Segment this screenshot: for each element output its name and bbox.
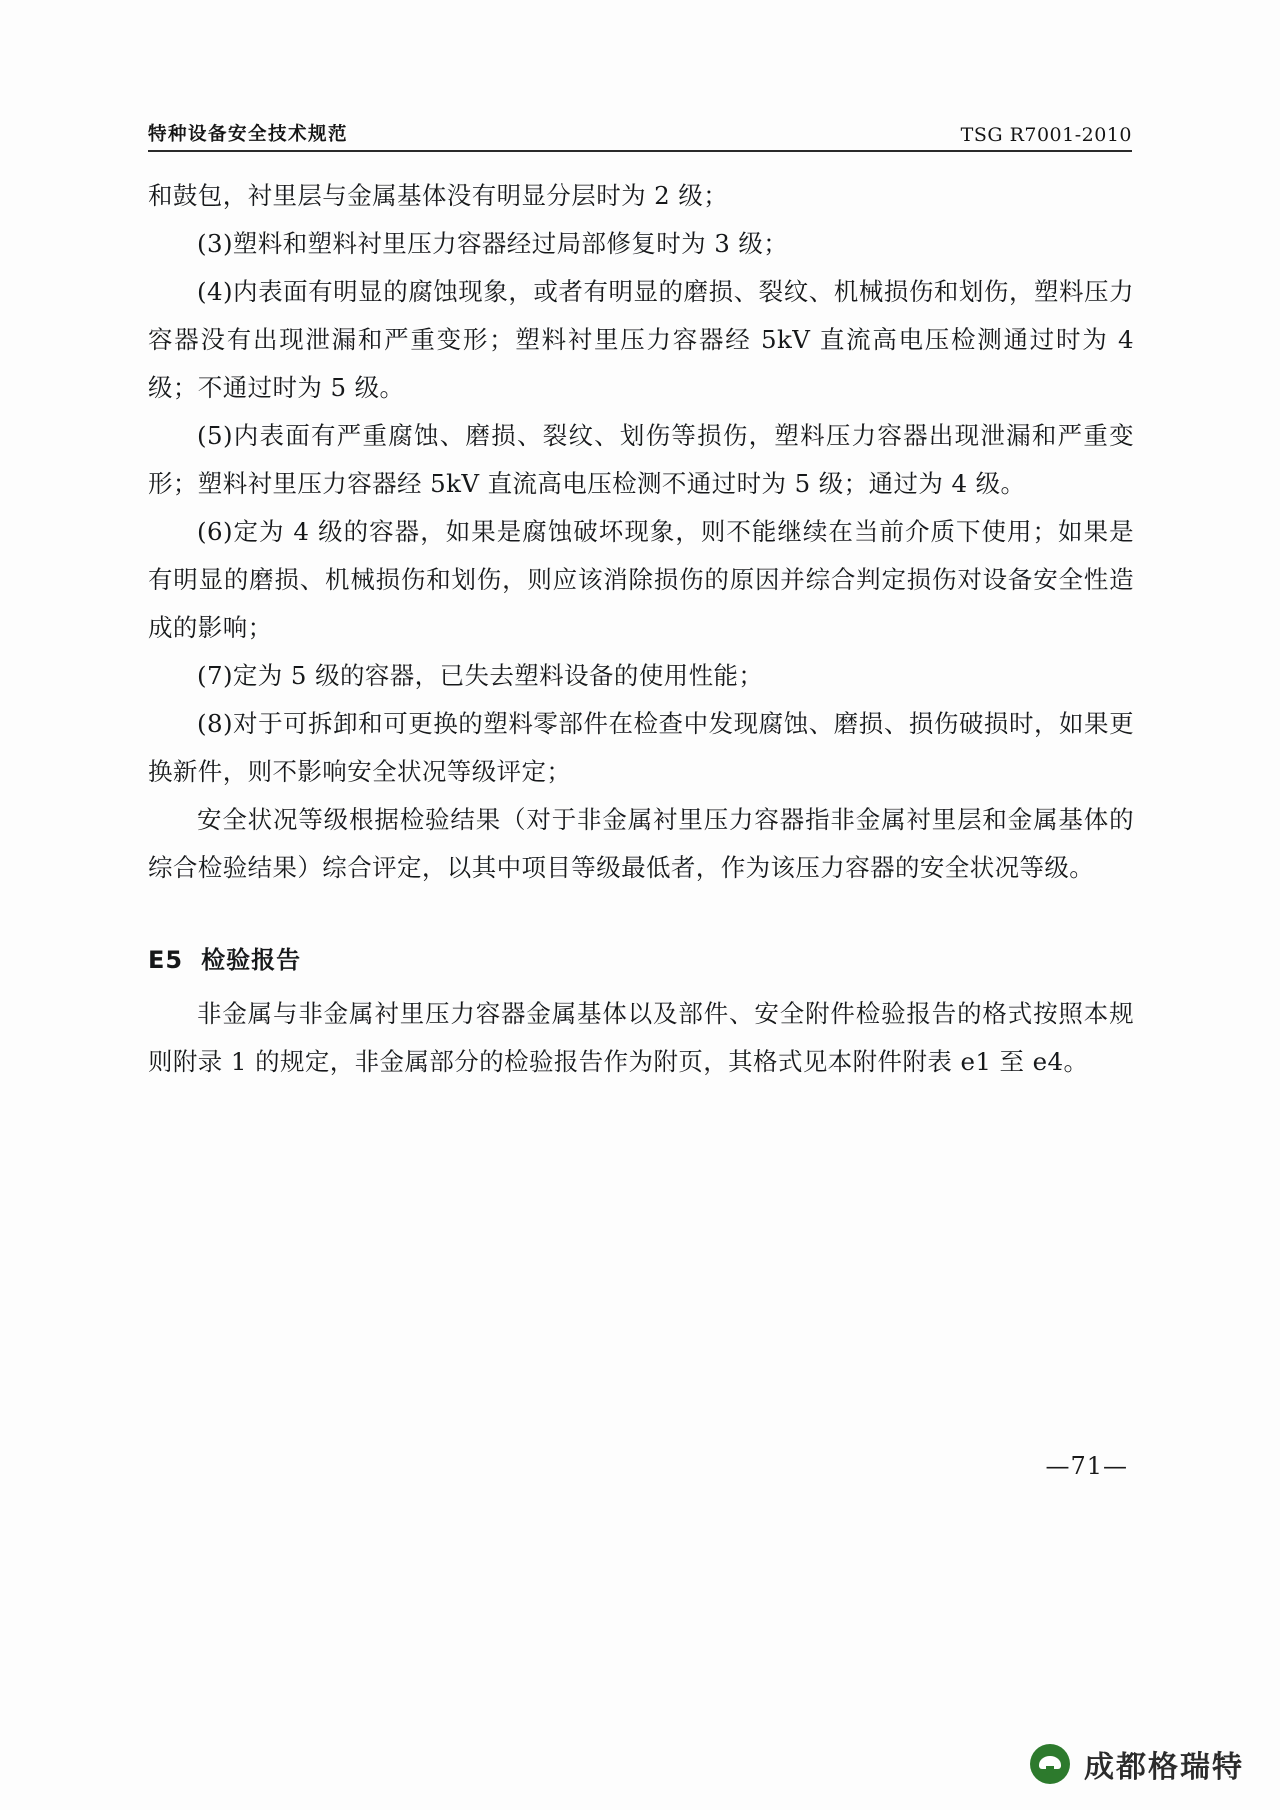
paragraph-item-7: (7)定为 5 级的容器，已失去塑料设备的使用性能； xyxy=(197,661,764,690)
section-number: E5 xyxy=(148,946,184,974)
paragraph-item-8: (8)对于可拆卸和可更换的塑料零部件在检查中发现腐蚀、磨损、损伤破损时，如果更换新件，则不影响安全状况等级评定； xyxy=(148,709,1134,786)
wechat-logo-icon xyxy=(1030,1744,1070,1784)
section-title: 检验报告 xyxy=(201,946,302,974)
document-body xyxy=(148,172,1134,1086)
header-standard-code: TSG R7001-2010 xyxy=(960,124,1132,146)
page-header xyxy=(148,120,1132,146)
paragraph-item-3: (3)塑料和塑料衬里压力容器经过局部修复时为 3 级； xyxy=(197,229,789,258)
section-heading-e5 xyxy=(148,936,1134,984)
header-divider xyxy=(148,150,1132,152)
paragraph-summary: 安全状况等级根据检验结果（对于非金属衬里压力容器指非金属衬里层和金属基体的综合检验结果）综合评定，以其中项目等级最低者，作为该压力容器的安全状况等级。 xyxy=(148,805,1134,882)
page-number: —71— xyxy=(1045,1452,1128,1480)
paragraph-item-5: (5)内表面有严重腐蚀、磨损、裂纹、划伤等损伤，塑料压力容器出现泄漏和严重变形；塑料衬里压力容器经 5kV 直流高电压检测不通过时为 5 级；通过为 4 级。 xyxy=(148,421,1134,498)
paragraph-item-6: (6)定为 4 级的容器，如果是腐蚀破坏现象，则不能继续在当前介质下使用；如果是有明显的磨损、机械损伤和划伤，则应该消除损伤的原因并综合判定损伤对设备安全性造成的影响； xyxy=(148,517,1134,642)
section-paragraph: 非金属与非金属衬里压力容器金属基体以及部件、安全附件检验报告的格式按照本规则附录 1 的规定，非金属部分的检验报告作为附页，其格式见本附件附表 e1 至 e4。 xyxy=(148,999,1134,1076)
watermark xyxy=(1030,1742,1244,1786)
paragraph-continuation: 和鼓包，衬里层与金属基体没有明显分层时为 2 级； xyxy=(148,181,729,210)
watermark-brand: 成都格瑞特 xyxy=(1084,1750,1244,1785)
paragraph-item-4: (4)内表面有明显的腐蚀现象，或者有明显的磨损、裂纹、机械损伤和划伤，塑料压力容器没有出现泄漏和严重变形；塑料衬里压力容器经 5kV 直流高电压检测通过时为 4 级；不通过时为 5 级。 xyxy=(148,277,1134,402)
header-title-left: 特种设备安全技术规范 xyxy=(148,124,349,145)
